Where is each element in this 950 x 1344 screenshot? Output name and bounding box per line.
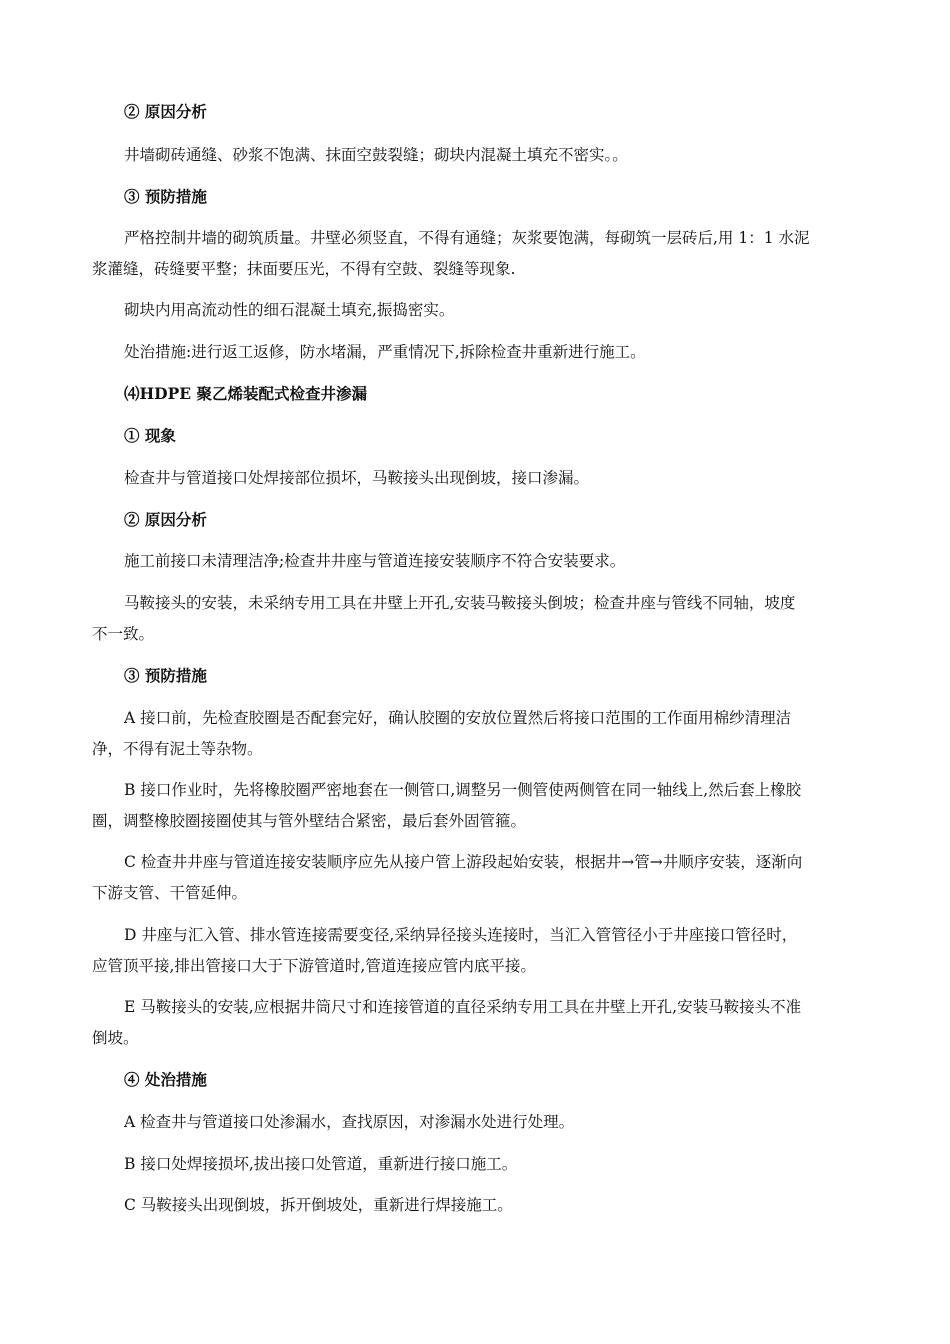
section-heading: ⑷HDPE 聚乙烯装配式检查井渗漏 <box>124 384 367 403</box>
section-heading: ③ 预防措施 <box>124 666 207 685</box>
section-heading: ④ 处治措施 <box>124 1070 207 1089</box>
paragraph-line: B 接口处焊接损坏,拔出接口处管道，重新进行接口施工。 <box>124 1155 518 1173</box>
paragraph-line: A 接口前，先检查胶圈是否配套完好，确认胶圈的安放位置然后将接口范围的工作面用棉纱清理洁 <box>124 709 792 727</box>
paragraph-line: 净，不得有泥土等杂物。 <box>92 740 263 758</box>
paragraph-line: 圈，调整橡胶圈接圈使其与管外壁结合紧密，最后套外固管箍。 <box>92 812 527 830</box>
paragraph-line: 倒坡。 <box>92 1029 139 1047</box>
section-heading: ③ 预防措施 <box>124 187 207 206</box>
paragraph-line: 井墙砌砖通缝、砂浆不饱满、抹面空鼓裂缝；砌块内混凝土填充不密实。。 <box>124 146 628 164</box>
paragraph-line: 严格控制井墙的砌筑质量。井壁必须竖直，不得有通缝；灰浆要饱满，每砌筑一层砖后,用 1：1 水泥 <box>124 229 810 247</box>
paragraph-line: 处治措施:进行返工返修，防水堵漏，严重情况下,拆除检查井重新进行施工。 <box>124 343 646 361</box>
section-heading: ① 现象 <box>124 426 176 445</box>
paragraph-line: 应管顶平接,排出管接口大于下游管道时,管道连接应管内底平接。 <box>92 957 536 975</box>
paragraph-line: D 井座与汇入管、排水管连接需要变径,采纳异径接头连接时，当汇入管管径小于井座接口管径时， <box>124 926 798 944</box>
paragraph-line: C 马鞍接头出现倒坡，拆开倒坡处，重新进行焊接施工。 <box>124 1196 513 1214</box>
paragraph-line: 施工前接口未清理洁净;检查井井座与管道连接安装顺序不符合安装要求。 <box>124 552 626 570</box>
paragraph-line: 马鞍接头的安装，未采纳专用工具在井壁上开孔,安装马鞍接头倒坡；检查井座与管线不同轴，坡度 <box>124 594 796 612</box>
paragraph-line: E 马鞍接头的安装,应根据井筒尺寸和连接管道的直径采纳专用工具在井壁上开孔,安装马鞍接头不准 <box>124 998 802 1016</box>
paragraph-line: B 接口作业时，先将橡胶圈严密地套在一侧管口,调整另一侧管使两侧管在同一轴线上,然后套上橡胶 <box>124 781 802 799</box>
paragraph-line: 下游支管、干管延伸。 <box>92 884 248 902</box>
paragraph-line: 不一致。 <box>92 625 155 643</box>
paragraph-line: 砌块内用高流动性的细石混凝土填充,振捣密实。 <box>124 301 455 319</box>
paragraph-line: A 检查井与管道接口处渗漏水，查找原因，对渗漏水处进行处理。 <box>124 1113 575 1131</box>
paragraph-line: 浆灌缝，砖缝要平整；抹面要压光，不得有空鼓、裂缝等现象. <box>92 260 516 278</box>
section-heading: ② 原因分析 <box>124 510 207 529</box>
paragraph-line: C 检查井井座与管道连接安装顺序应先从接户管上游段起始安装，根据井→管→井顺序安装，逐渐向 <box>124 853 803 871</box>
section-heading: ② 原因分析 <box>124 102 207 121</box>
paragraph-line: 检查井与管道接口处焊接部位损坏，马鞍接头出现倒坡，接口渗漏。 <box>124 469 590 487</box>
